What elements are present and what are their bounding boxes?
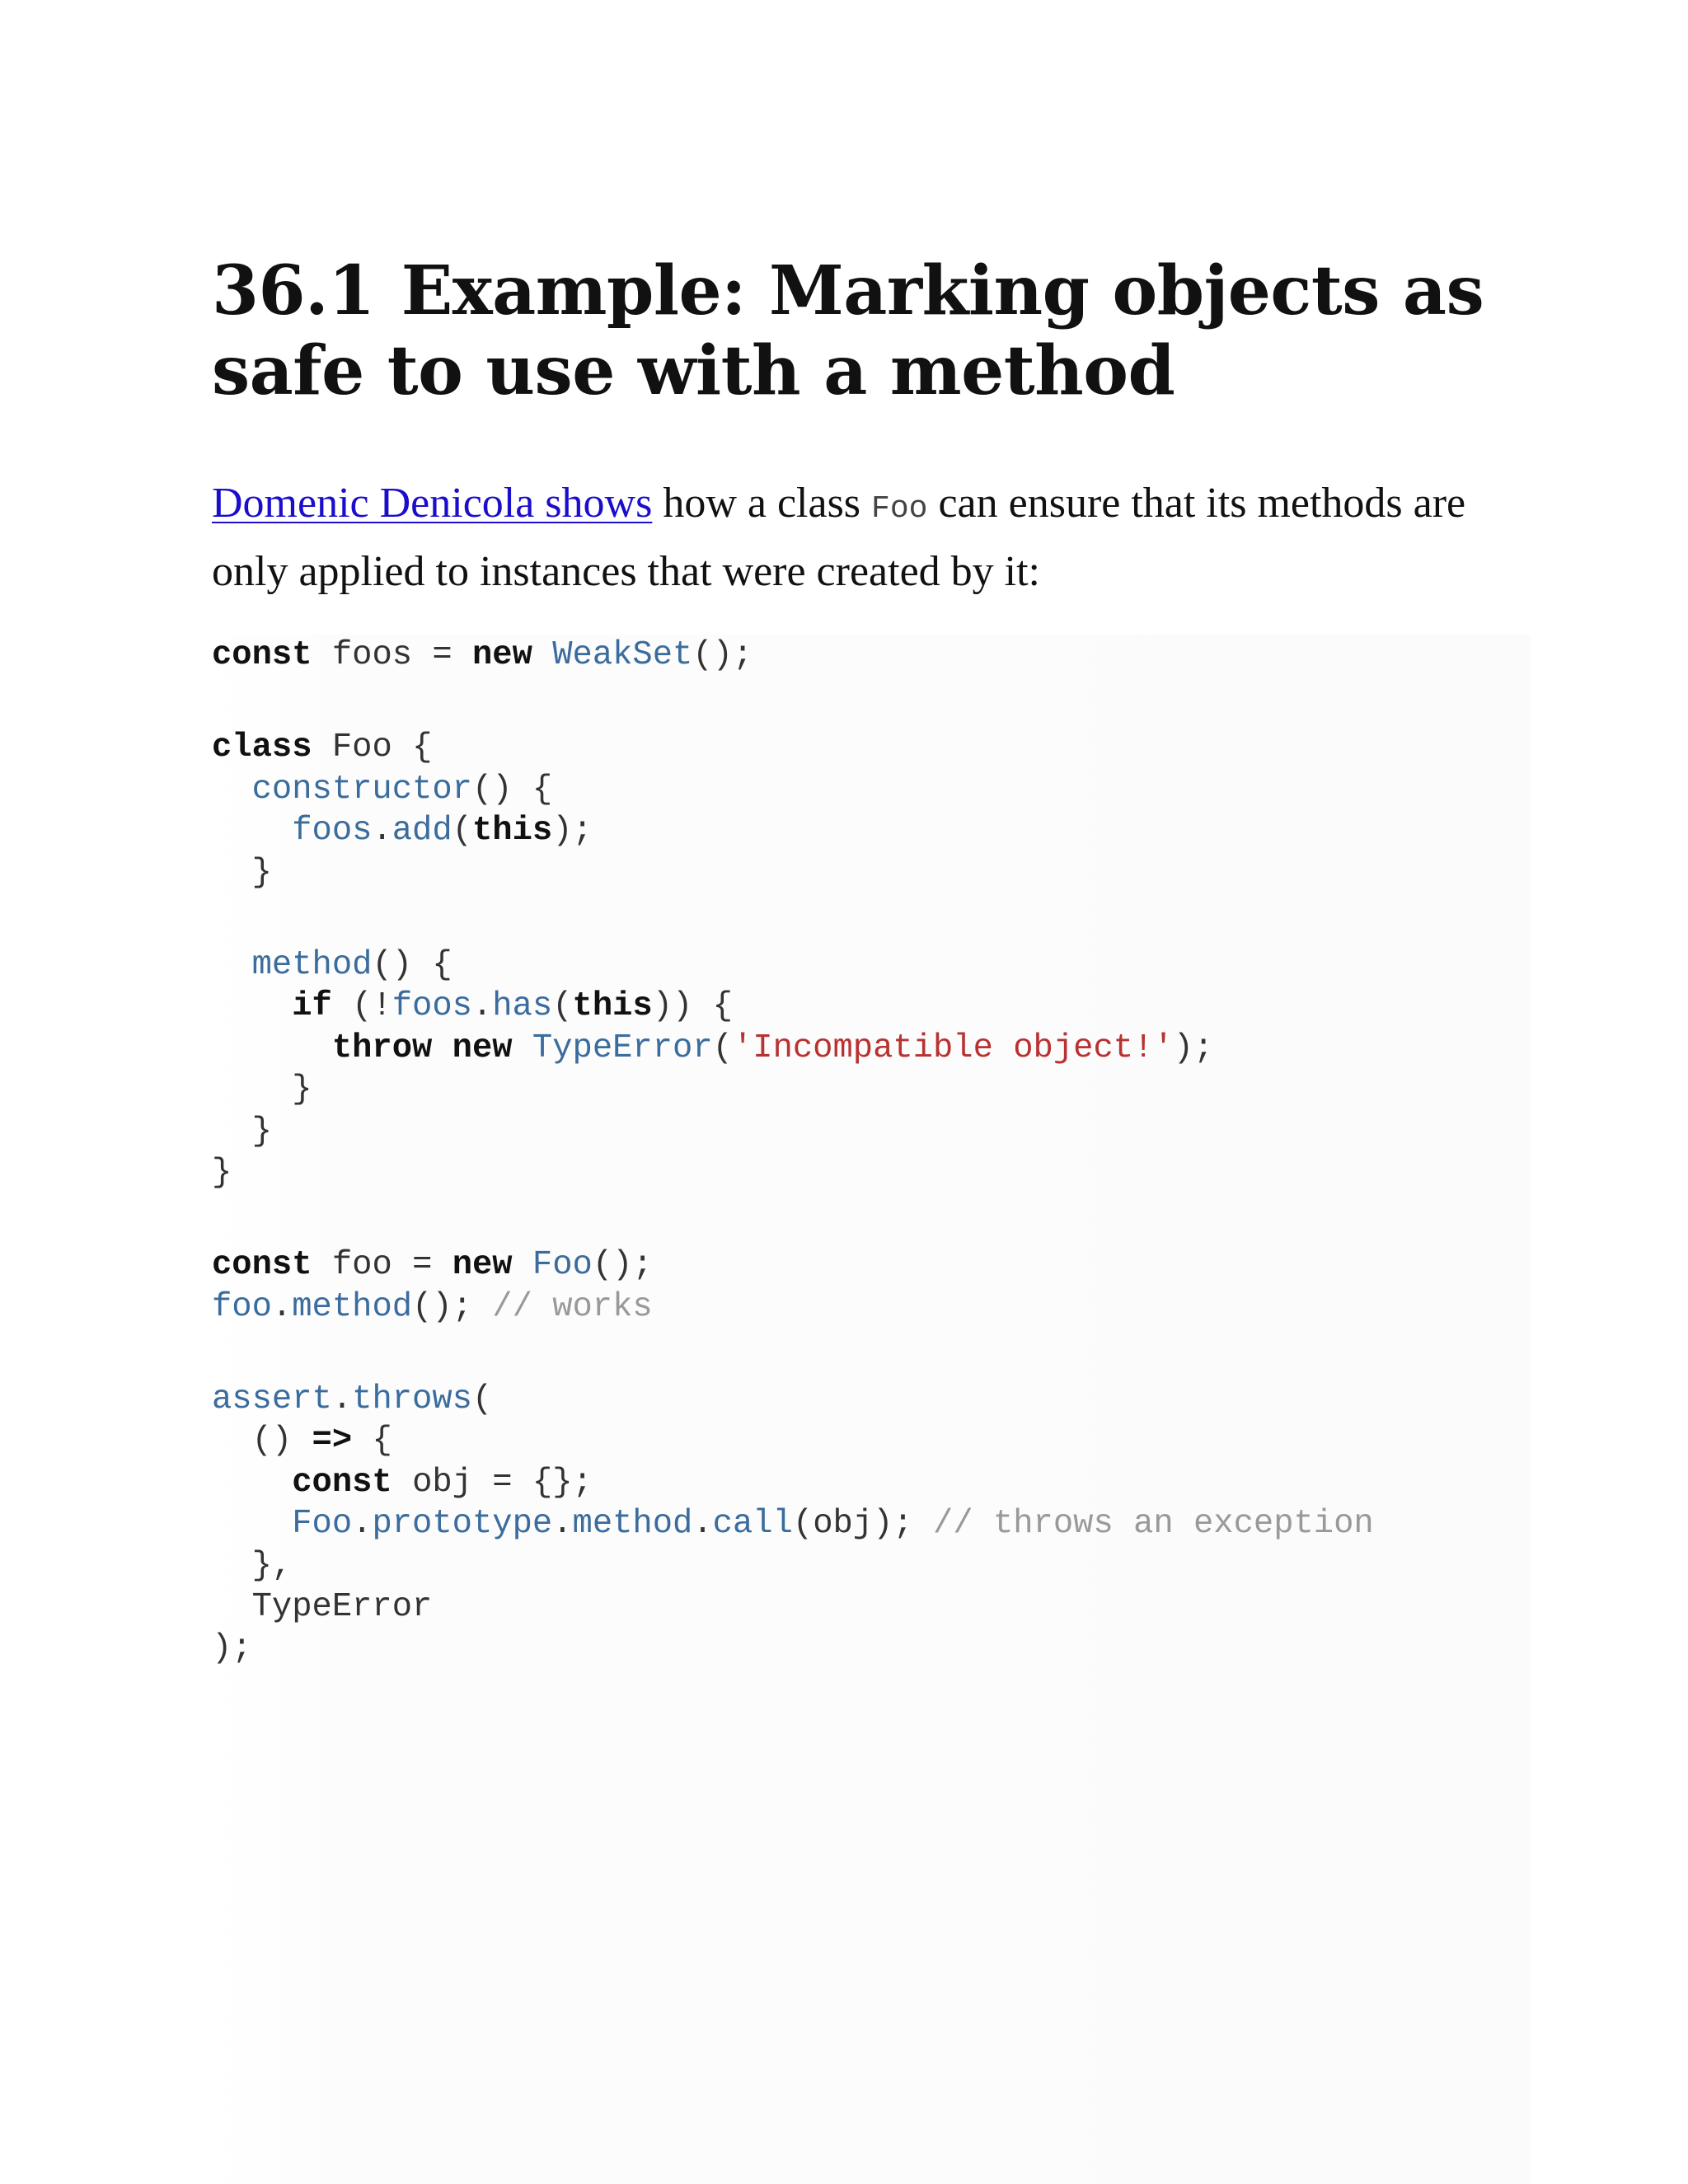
- code-line: }: [212, 1112, 272, 1151]
- code-line: () => {: [212, 1422, 392, 1460]
- code-line: if (!foos.has(this)) {: [292, 987, 733, 1026]
- code-line: },: [212, 1546, 293, 1585]
- code-line: foo.method(); // works: [212, 1287, 653, 1326]
- code-line: );: [212, 1629, 252, 1668]
- code-line: Foo.prototype.method.call(obj); // throws an exception: [292, 1505, 1374, 1544]
- intro-text-2: can ensure that its methods are only applied to instances that were created by it:: [212, 480, 1466, 595]
- inline-code-foo: Foo: [871, 491, 928, 527]
- code-listing: [212, 635, 1374, 1670]
- code-line: method() {: [251, 945, 452, 984]
- code-line: const foo = new Foo();: [212, 1246, 653, 1285]
- code-line: }: [212, 853, 272, 892]
- section-heading: [212, 251, 1498, 411]
- domenic-denicola-link[interactable]: Domenic Denicola shows: [212, 480, 653, 527]
- code-line: }: [212, 1071, 312, 1109]
- code-line: class Foo {: [212, 729, 433, 767]
- code-comment: // throws an exception: [933, 1505, 1374, 1544]
- code-line: const obj = {};: [292, 1463, 593, 1502]
- section-title: Example: Marking objects as safe to use with a method: [212, 251, 1484, 410]
- code-line: throw new TypeError('Incompatible object!');: [331, 1029, 1214, 1067]
- code-line: }: [212, 1153, 232, 1192]
- section-number: 36.1: [212, 251, 375, 330]
- code-comment: // works: [492, 1287, 653, 1326]
- code-line: constructor() {: [251, 770, 553, 808]
- intro-paragraph: [212, 472, 1498, 603]
- code-block: [212, 635, 1531, 2184]
- code-line: foos.add(this);: [292, 812, 593, 851]
- intro-text-1: how a class: [663, 480, 861, 527]
- code-line: const foos = new WeakSet();: [212, 636, 753, 674]
- code-line: TypeError: [251, 1588, 433, 1627]
- code-line: assert.throws(: [212, 1380, 493, 1419]
